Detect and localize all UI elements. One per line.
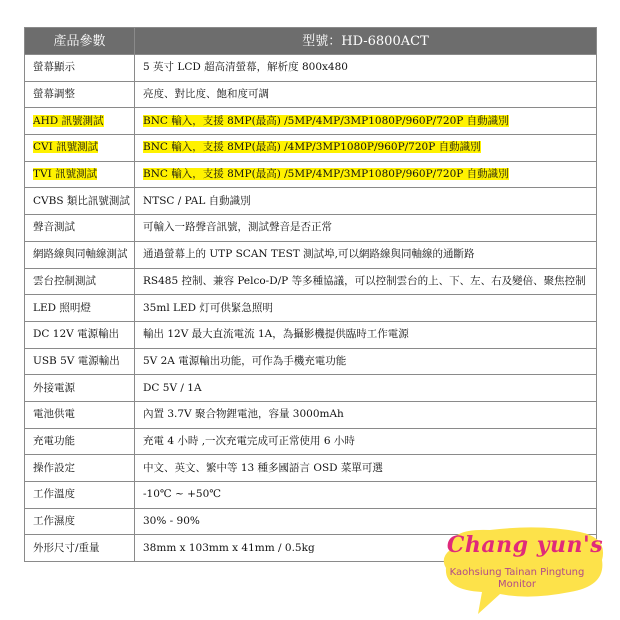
row-value	[135, 108, 597, 135]
row-param: DC 12V 電源輸出	[25, 321, 135, 348]
row-value	[135, 81, 597, 108]
row-value	[135, 455, 597, 482]
row-param: 聲音測試	[25, 215, 135, 242]
row-param: 外形尺寸/重量	[25, 535, 135, 562]
row-value	[135, 55, 597, 82]
row-value-text: 可輸入一路聲音訊號，測試聲音是否正常	[143, 221, 332, 234]
table-row	[25, 81, 597, 108]
logo-subtitle-line2: Monitor	[497, 579, 536, 590]
row-value	[135, 135, 597, 162]
table-row	[25, 401, 597, 428]
table-row	[25, 348, 597, 375]
row-param-text: TVI 訊號測試	[33, 168, 98, 181]
row-param: 網路線與同軸線測試	[25, 241, 135, 268]
row-value	[135, 482, 597, 509]
row-value	[135, 375, 597, 402]
row-param	[25, 135, 135, 162]
row-param: LED 照明燈	[25, 295, 135, 322]
row-param: 電池供電	[25, 401, 135, 428]
table-row	[25, 455, 597, 482]
row-param: 工作溫度	[25, 482, 135, 509]
table-row	[25, 161, 597, 188]
row-value-text: 輸出 12V 最大直流電流 1A，為攝影機提供臨時工作電源	[143, 328, 409, 341]
row-value-text: 內置 3.7V 聚合物鋰電池，容量 3000mAh	[143, 408, 344, 421]
row-value-text: 充電 4 小時 ,一次充電完成可正常使用 6 小時	[143, 434, 355, 447]
table-row	[25, 375, 597, 402]
table-header-row	[25, 28, 597, 55]
row-value-text: 5V 2A 電源輸出功能，可作為手機充電功能	[143, 354, 347, 367]
row-value	[135, 321, 597, 348]
row-value-text: RS485 控制、兼容 Pelco-D/P 等多種協議，可以控制雲台的上、下、左、右及變倍、聚焦控制	[143, 274, 586, 287]
spec-table	[24, 27, 597, 562]
row-param: 充電功能	[25, 428, 135, 455]
row-value-text: 中文、英文、繁中等 13 種多國語言 OSD 菜單可選	[143, 461, 383, 474]
row-value-text: 亮度、對比度、飽和度可調	[143, 88, 269, 101]
table-row	[25, 55, 597, 82]
row-value	[135, 401, 597, 428]
row-value-text: 5 英寸 LCD 超高清螢幕，解析度 800x480	[143, 61, 348, 74]
row-param: 操作設定	[25, 455, 135, 482]
table-row	[25, 295, 597, 322]
header-model: 型號：HD-6800ACT	[135, 28, 597, 55]
row-value-text: BNC 輸入，支援 8MP(最高) /4MP/3MP1080P/960P/720P 自動識別	[143, 141, 481, 154]
row-value-text: 38mm x 103mm x 41mm / 0.5kg	[143, 541, 315, 554]
table-row	[25, 215, 597, 242]
row-value	[135, 188, 597, 215]
row-param-text: CVI 訊號測試	[33, 141, 99, 154]
row-param: USB 5V 電源輸出	[25, 348, 135, 375]
table-row	[25, 188, 597, 215]
row-param: 外接電源	[25, 375, 135, 402]
row-param	[25, 161, 135, 188]
spec-body	[25, 55, 597, 562]
row-param: 雲台控制測試	[25, 268, 135, 295]
row-value	[135, 215, 597, 242]
table-row	[25, 482, 597, 509]
row-value-text: -10℃ ~ +50℃	[143, 488, 222, 501]
row-value-text: 通過螢幕上的 UTP SCAN TEST 測試埠,可以網路線與同軸線的通斷路	[143, 248, 475, 261]
row-param-text: AHD 訊號測試	[33, 114, 104, 127]
row-value	[135, 268, 597, 295]
row-value-text: BNC 輸入，支援 8MP(最高) /5MP/4MP/3MP1080P/960P/720P 自動識別	[143, 114, 509, 127]
logo-subtitle-line1: Kaohsiung Tainan Pingtung	[449, 567, 585, 578]
logo-brand: Chang yun's	[446, 532, 604, 558]
table-row	[25, 108, 597, 135]
row-value-text: NTSC / PAL 自動識別	[143, 194, 251, 207]
row-value-text: 35ml LED 灯可供緊急照明	[143, 301, 273, 314]
row-param: 螢幕顯示	[25, 55, 135, 82]
table-row	[25, 135, 597, 162]
row-value	[135, 161, 597, 188]
row-value	[135, 348, 597, 375]
row-param: CVBS 類比訊號測試	[25, 188, 135, 215]
logo-subtitle	[424, 567, 610, 591]
row-param	[25, 108, 135, 135]
table-row	[25, 321, 597, 348]
table-row	[25, 241, 597, 268]
row-value	[135, 295, 597, 322]
table-row	[25, 428, 597, 455]
row-value-text: BNC 輸入，支援 8MP(最高) /5MP/4MP/3MP1080P/960P/720P 自動識別	[143, 168, 509, 181]
row-value-text: 30% - 90%	[143, 515, 200, 528]
table-row	[25, 268, 597, 295]
row-value-text: DC 5V / 1A	[143, 381, 202, 394]
row-param: 螢幕調整	[25, 81, 135, 108]
row-value	[135, 428, 597, 455]
row-param: 工作濕度	[25, 508, 135, 535]
row-value	[135, 241, 597, 268]
header-param: 產品參數	[25, 28, 135, 55]
